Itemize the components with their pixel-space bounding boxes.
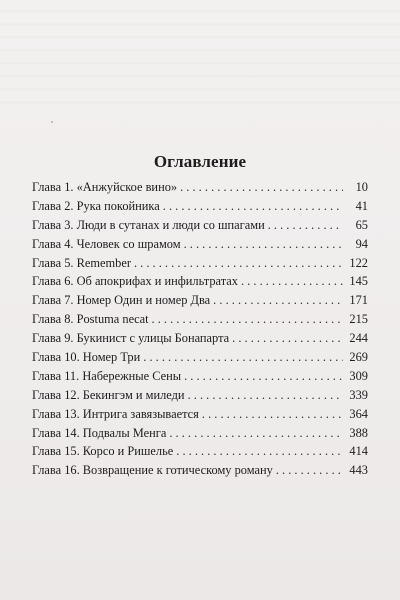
toc-entry-page-number: 244 — [349, 331, 368, 346]
toc-leader-dots — [152, 310, 343, 329]
toc-entry-page-number: 94 — [355, 236, 368, 251]
toc-entry — [32, 310, 368, 329]
toc-entry-page-number: 269 — [349, 350, 368, 365]
toc-entry-title: Глава 13. Интрига завязывается — [32, 406, 199, 421]
paper-speck — [51, 121, 53, 123]
toc-entry — [32, 405, 368, 424]
toc-leader-dots — [184, 367, 343, 386]
toc-entry — [32, 272, 368, 291]
toc-entry-page-number: 443 — [349, 463, 368, 478]
toc-leader-dots — [176, 442, 343, 461]
toc-entry — [32, 348, 368, 367]
toc-entry-title: Глава 14. Подвалы Менга — [32, 425, 167, 440]
toc-entry-title: Глава 8. Postuma necat — [32, 312, 149, 327]
toc-entry-page-number: 65 — [355, 217, 368, 232]
toc-leader-dots — [276, 461, 343, 480]
toc-entry — [32, 254, 368, 273]
toc-entry-page-number: 41 — [355, 198, 368, 213]
toc-leader-dots — [241, 272, 343, 291]
toc-entry — [32, 178, 368, 197]
toc-entry — [32, 197, 368, 216]
toc-leader-dots — [169, 424, 343, 443]
table-of-contents — [32, 178, 368, 480]
toc-entry — [32, 442, 368, 461]
toc-entry-page-number: 171 — [349, 293, 368, 308]
toc-entry — [32, 424, 368, 443]
toc-entry-title: Глава 11. Набережные Сены — [32, 368, 182, 383]
toc-leader-dots — [213, 291, 343, 310]
toc-leader-dots — [202, 405, 343, 424]
toc-entry — [32, 329, 368, 348]
toc-leader-dots — [232, 329, 343, 348]
toc-entry-page-number: 145 — [349, 274, 368, 289]
toc-entry-title: Глава 4. Человек со шрамом — [32, 236, 181, 251]
toc-entry-title: Глава 12. Бекингэм и миледи — [32, 387, 185, 402]
toc-entry-title: Глава 5. Remember — [32, 255, 131, 270]
toc-entry — [32, 386, 368, 405]
toc-leader-dots — [134, 254, 343, 273]
toc-entry — [32, 216, 368, 235]
toc-leader-dots — [184, 235, 343, 254]
toc-entry — [32, 461, 368, 480]
toc-leader-dots — [268, 216, 343, 235]
toc-entry-title: Глава 15. Корсо и Ришелье — [32, 444, 174, 459]
toc-entry-title: Глава 1. «Анжуйское вино» — [32, 180, 178, 194]
toc-leader-dots — [188, 386, 343, 405]
toc-entry-title: Глава 3. Люди в сутанах и люди со шпагами — [32, 217, 265, 232]
toc-entry-title: Глава 10. Номер Три — [32, 350, 141, 365]
toc-entry-page-number: 215 — [349, 312, 368, 327]
toc-entry-title: Глава 9. Букинист с улицы Бонапарта — [32, 331, 230, 346]
toc-entry — [32, 291, 368, 310]
toc-entry-title: Глава 7. Номер Один и номер Два — [32, 293, 211, 308]
toc-entry — [32, 367, 368, 386]
page-bleed-through — [0, 0, 400, 110]
toc-entry-page-number: 388 — [349, 425, 368, 440]
toc-entry-page-number: 309 — [349, 368, 368, 383]
toc-entry-page-number: 414 — [349, 444, 368, 459]
toc-entry-title: Глава 16. Возвращение к готическому роману — [32, 463, 273, 478]
toc-entry-page-number: 339 — [349, 387, 368, 402]
toc-entry-page-number: 10 — [355, 180, 368, 194]
toc-entry-title: Глава 2. Рука покойника — [32, 198, 160, 213]
toc-leader-dots — [180, 178, 343, 197]
toc-entry — [32, 235, 368, 254]
toc-entry-page-number: 364 — [349, 406, 368, 421]
page-title: Оглавление — [153, 152, 247, 171]
toc-entry-page-number: 122 — [349, 255, 368, 270]
toc-entry-title: Глава 6. Об апокрифах и инфильтратах — [32, 274, 238, 289]
toc-leader-dots — [143, 348, 343, 367]
toc-leader-dots — [163, 197, 343, 216]
